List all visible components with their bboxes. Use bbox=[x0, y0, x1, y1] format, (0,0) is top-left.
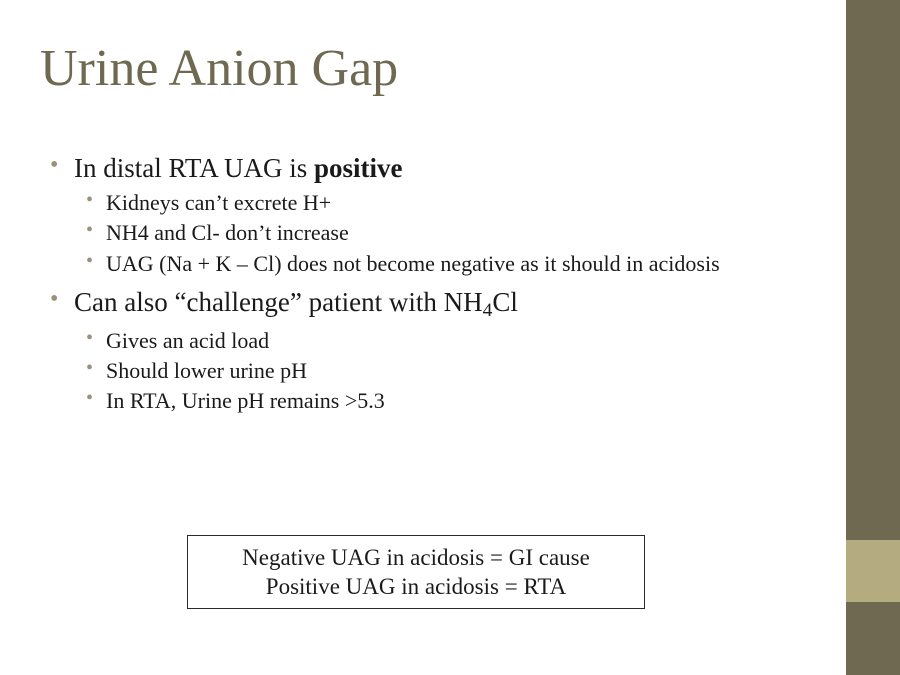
sub-bullet-item: • Kidneys can’t excrete H+ bbox=[74, 188, 810, 217]
bullet-item-2 bbox=[40, 284, 810, 415]
slide-body bbox=[40, 150, 810, 421]
decorative-side-accent-light bbox=[846, 540, 900, 602]
page-title: Urine Anion Gap bbox=[40, 40, 399, 97]
callout-line-1: Negative UAG in acidosis = GI cause bbox=[242, 544, 590, 570]
bullet-item-1 bbox=[40, 150, 810, 278]
bullet-2-text-pre: Can also “challenge” patient with NH bbox=[74, 286, 483, 317]
bullet-list-level2-a bbox=[74, 188, 810, 277]
bullet-2-text-post: Cl bbox=[492, 286, 518, 317]
sub-bullet-item: • UAG (Na + K – Cl) does not become negative as it should in acidosis bbox=[74, 249, 810, 278]
sub-bullet-item: • NH4 and Cl- don’t increase bbox=[74, 218, 810, 247]
sub-bullet-item: • Should lower urine pH bbox=[74, 356, 810, 385]
decorative-side-accent-dark bbox=[846, 602, 900, 675]
summary-callout-box bbox=[187, 535, 645, 609]
sub-bullet-item: • Gives an acid load bbox=[74, 326, 810, 355]
callout-line-2: Positive UAG in acidosis = RTA bbox=[265, 574, 567, 599]
sub-bullet-item: • In RTA, Urine pH remains >5.3 bbox=[74, 386, 810, 415]
bullet-1-text-bold: positive bbox=[313, 153, 403, 183]
bullet-2-subscript: 4 bbox=[482, 299, 493, 321]
bullet-1-text-pre: In distal RTA UAG is bbox=[74, 153, 314, 183]
bullet-list-level2-b bbox=[74, 326, 810, 415]
bullet-2-text bbox=[74, 284, 810, 324]
bullet-1-text bbox=[74, 150, 810, 186]
bullet-list-level1 bbox=[40, 150, 810, 415]
